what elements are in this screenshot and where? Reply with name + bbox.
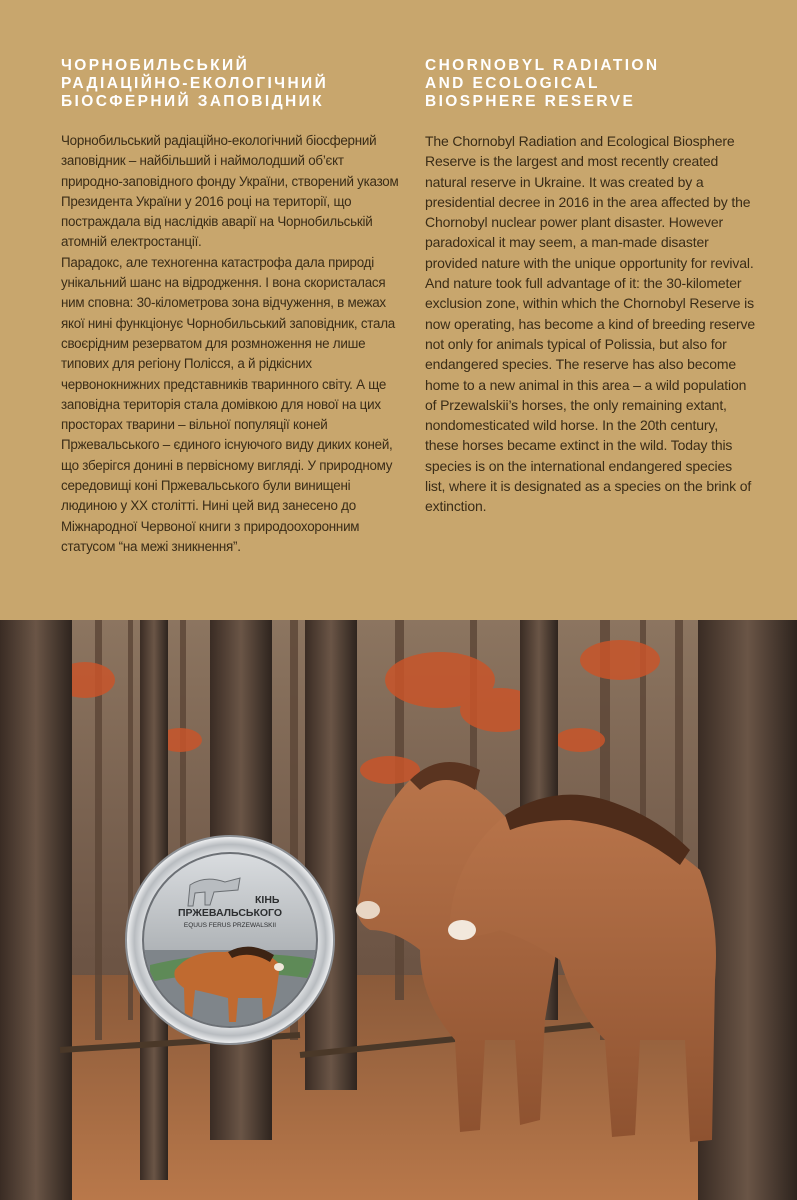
ukrainian-column: [61, 57, 406, 557]
english-paragraph: The Chornobyl Radiation and Ecological Biosphere Reserve is the largest and most recently created natural reserve in Ukraine. It was created by a presidential decree in 2016 in the area affected by the Chornobyl nuclear power plant disaster. However paradoxical it may seem, a man-made disaster provided nature with the unique opportunity for revival. And nature took full advantage of it: the 30-kilometer exclusion zone, within which the Chornobyl Reserve is now operating, has become a kind of breeding reserve not only for animals typical of Polissia, but also for endangered species. The reserve has also become home to a new animal in this area – a wild population of Przewalskii’s horses, the only remaining extant, nondomesticated wild horse. In the 20th century, these horses became extinct in the wild. Today this species is on the international endangered species list, where it is designated as a species on the brink of extinction.: [425, 133, 755, 515]
english-body: [425, 131, 755, 517]
ukrainian-heading: [61, 57, 406, 111]
ukrainian-heading-line: БІОСФЕРНИЙ ЗАПОВІДНИК: [61, 93, 325, 110]
coin-title-line: ПРЖЕВАЛЬСЬКОГО: [177, 907, 283, 919]
forest-horses-photo: [0, 620, 797, 1200]
ukrainian-heading-line: РАДІАЦІЙНО-ЕКОЛОГІЧНИЙ: [61, 75, 329, 92]
english-heading-line: CHORNOBYL RADIATION: [425, 57, 660, 74]
ukrainian-paragraph: Чорнобильський радіаційно-екологічний біосферний заповідник – найбільший і наймолодший об’єкт природно-заповідного фонду України, створений указом Президента України у 2016 році на території, що постраждала від наслідків аварії на Чорнобильській атомній електростанції.: [61, 133, 399, 250]
coin-latin-name: EQUUS FERUS PRZEWALSKII: [183, 922, 277, 929]
ukrainian-body: [61, 131, 406, 557]
ukrainian-heading-line: ЧОРНОБИЛЬСЬКИЙ: [61, 57, 250, 74]
commemorative-coin: [126, 836, 334, 1044]
english-heading-line: AND ECOLOGICAL: [425, 75, 600, 92]
coin-title-line: КІНЬ: [255, 894, 280, 906]
english-column: [425, 57, 755, 517]
english-heading-line: BIOSPHERE RESERVE: [425, 93, 636, 110]
english-heading: [425, 57, 755, 111]
ukrainian-paragraph: Парадокс, але техногенна катастрофа дала природі унікальний шанс на відродження. І вона скористалася ним сповна: 30-кілометрова зона відчуження, в межах якої нині функціонує Чорнобильський заповідник, стала своєрідним резерватом для розмноження не лише типових для регіону Полісся, а й рідкісних червонокнижних представників тваринного світу. А ще заповідна територія стала домівкою для нової на цих просторах тварини – вільної популяції коней Пржевальського – єдиного існуючого виду диких коней, що зберігся донині в первісному вигляді. У природному середовищі коні Пржевальського були винищені людиною у ХХ столітті. Нині цей вид занесено до Міжнародної Червоної книги з природоохоронним статусом “на межі зникнення”.: [61, 254, 395, 554]
